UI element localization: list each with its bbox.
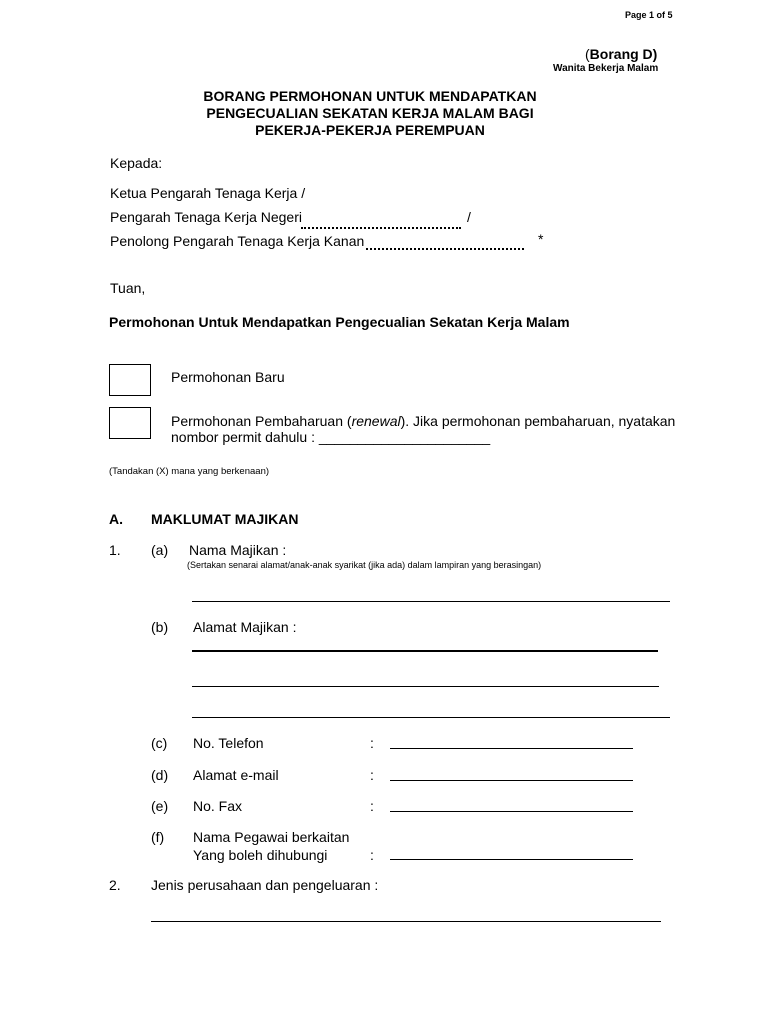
item-2-number: 2. <box>109 877 121 893</box>
title-line-1: BORANG PERMOHONAN UNTUK MENDAPATKAN <box>203 88 537 104</box>
employer-address-field-3[interactable] <box>192 717 670 718</box>
form-code-text: Borang D) <box>589 46 658 62</box>
state-fill-line[interactable] <box>301 227 461 229</box>
employer-name-label: Nama Majikan : <box>189 542 287 558</box>
form-code-paren: ( <box>585 46 590 62</box>
employer-name-note: (Sertakan senarai alamat/anak-anak syarikat (jika ada) dalam lampiran yang berasingan) <box>187 560 542 570</box>
title-line-2: PENGECUALIAN SEKATAN KERJA MALAM BAGI <box>206 105 534 121</box>
form-subtitle: Wanita Bekerja Malam <box>553 63 659 74</box>
contact-officer-colon: : <box>370 847 374 863</box>
salutation: Tuan, <box>110 280 146 296</box>
email-field[interactable] <box>390 780 633 781</box>
employer-name-field[interactable] <box>192 601 670 602</box>
instruction-note: (Tandakan (X) mana yang berkenaan) <box>109 466 270 477</box>
form-code <box>585 46 657 62</box>
contact-officer-field[interactable] <box>390 859 633 860</box>
section-a-heading: MAKLUMAT MAJIKAN <box>151 511 299 527</box>
section-a-letter: A. <box>109 511 123 527</box>
renewal-post: ). Jika permohonan pembaharuan, nyatakan <box>400 413 676 429</box>
renewal-application-checkbox[interactable] <box>109 407 151 439</box>
phone-colon: : <box>370 735 374 751</box>
address-line-3: Penolong Pengarah Tenaga Kerja Kanan <box>110 233 365 249</box>
renewal-application-label <box>171 413 675 429</box>
industry-field[interactable] <box>151 921 661 922</box>
email-colon: : <box>370 767 374 783</box>
item-1f-label: (f) <box>151 829 165 845</box>
new-application-label: Permohonan Baru <box>171 369 285 385</box>
industry-label: Jenis perusahaan dan pengeluaran : <box>151 877 379 893</box>
new-application-checkbox[interactable] <box>109 364 151 396</box>
item-1e-label: (e) <box>151 798 169 814</box>
item-1d-label: (d) <box>151 767 169 783</box>
fax-field[interactable] <box>390 811 633 812</box>
email-label: Alamat e-mail <box>193 767 279 783</box>
contact-officer-label-2: Yang boleh dihubungi <box>193 847 328 863</box>
address-line-3-suffix: * <box>538 231 544 247</box>
phone-field[interactable] <box>390 748 633 749</box>
employer-address-label: Alamat Majikan : <box>193 619 297 635</box>
employer-address-field-2[interactable] <box>192 686 659 687</box>
fax-label: No. Fax <box>193 798 243 814</box>
contact-officer-label-1: Nama Pegawai berkaitan <box>193 829 350 845</box>
address-line-2: Pengarah Tenaga Kerja Negeri <box>110 209 302 225</box>
title-line-3: PEKERJA-PEKERJA PEREMPUAN <box>255 122 485 138</box>
address-line-2-suffix: / <box>467 209 471 225</box>
page-indicator: Page 1 of 5 <box>625 10 673 20</box>
renewal-italic: renewal <box>351 413 401 429</box>
subject: Permohonan Untuk Mendapatkan Pengecualian Sekatan Kerja Malam <box>109 314 570 330</box>
phone-label: No. Telefon <box>193 735 264 751</box>
item-1-number: 1. <box>109 542 121 558</box>
item-1a-label: (a) <box>151 542 169 558</box>
address-line-1: Ketua Pengarah Tenaga Kerja / <box>110 185 306 201</box>
officer-fill-line[interactable] <box>366 248 524 250</box>
to-label: Kepada: <box>110 155 163 171</box>
employer-address-field-1[interactable] <box>192 650 658 652</box>
renewal-pre: Permohonan Pembaharuan ( <box>171 413 352 429</box>
previous-permit-field[interactable]: nombor permit dahulu : ______________________ <box>171 429 491 445</box>
item-1c-label: (c) <box>151 735 168 751</box>
item-1b-label: (b) <box>151 619 169 635</box>
fax-colon: : <box>370 798 374 814</box>
